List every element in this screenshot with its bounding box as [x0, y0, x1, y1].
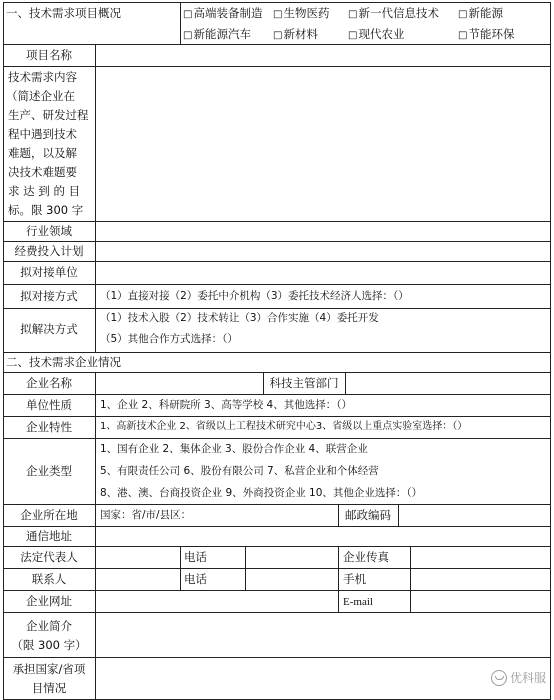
company-type-options[interactable]: 5、有限责任公司 6、股份有限公司 7、私营企业和个体经营 — [100, 465, 379, 477]
input-industry[interactable] — [96, 222, 550, 241]
row-line — [3, 352, 551, 353]
location-value[interactable]: 国家：省/市/县区： — [100, 509, 192, 521]
solve-method-options-other[interactable]: （5）其他合作方式选择：（） — [100, 333, 238, 345]
input-legal-rep[interactable] — [96, 547, 180, 568]
row-line — [3, 438, 551, 439]
cell-divider — [338, 546, 339, 612]
row-line — [3, 416, 551, 417]
table-border-right — [550, 2, 551, 700]
checkbox-icon[interactable]: □ — [273, 9, 283, 20]
option-biomedicine[interactable]: □生物医药 — [273, 6, 330, 20]
input-tech-content[interactable] — [96, 67, 550, 221]
label-project-name: 项目名称 — [26, 48, 72, 62]
label-industry: 行业领域 — [26, 224, 72, 238]
checkbox-icon[interactable]: □ — [183, 9, 193, 20]
label-mobile: 手机 — [343, 572, 366, 586]
checkbox-icon[interactable]: □ — [458, 30, 468, 41]
label-content-line: 生产、研发过程 — [8, 108, 89, 122]
input-target-unit[interactable] — [96, 262, 550, 284]
watermark: 优科服 — [491, 669, 546, 686]
label-content-line: 难题，以及解 — [8, 146, 77, 160]
unit-nature-options[interactable]: 1、企业 2、科研院所 3、高等学校 4、其他选择：（） — [100, 399, 352, 411]
label-contact: 联系人 — [31, 572, 67, 586]
option-high-end-equipment[interactable]: □高端装备制造 — [183, 6, 263, 20]
label-content-line: 决技术难题要 — [8, 165, 77, 179]
label-company-name: 企业名称 — [26, 376, 72, 390]
label-intro: 企业简介 — [26, 619, 72, 633]
label-phone: 电话 — [184, 550, 207, 564]
label-unit-nature: 单位性质 — [26, 398, 72, 412]
input-email[interactable] — [411, 591, 550, 612]
dock-method-options[interactable]: （1）直接对接（2）委托中介机构（3）委托技术经济人选择：（） — [100, 290, 409, 302]
input-address[interactable] — [96, 527, 550, 546]
input-phone[interactable] — [246, 547, 338, 568]
checkbox-icon[interactable]: □ — [348, 30, 358, 41]
label-company-type: 企业类型 — [26, 464, 72, 478]
company-feature-options[interactable]: 1、高新技术企业 2、省级以上工程技术研究中心3、省级以上重点实验室选择：（） — [100, 421, 468, 432]
row-line — [3, 284, 551, 285]
row-line — [3, 394, 551, 395]
label-location: 企业所在地 — [20, 508, 78, 522]
section1-title: 一、技术需求项目概况 — [6, 6, 121, 20]
label-phone2: 电话 — [184, 572, 207, 586]
label-projects: 承担国家/省项 — [12, 662, 86, 676]
label-content-line: 标。限 300 字 — [8, 203, 84, 217]
label-website: 企业网址 — [26, 594, 72, 608]
input-project-name[interactable] — [96, 45, 550, 66]
checkbox-icon[interactable]: □ — [273, 30, 283, 41]
label-content-line: 技术需求内容 — [8, 70, 77, 84]
row-line — [3, 308, 551, 309]
input-projects[interactable] — [96, 658, 550, 699]
label-solve-method: 拟解决方式 — [20, 322, 78, 336]
option-energy-saving[interactable]: □节能环保 — [458, 27, 515, 41]
input-intro[interactable] — [96, 613, 550, 657]
solve-method-options[interactable]: （1）技术入股（2）技术转让（3）合作实施（4）委托开发 — [100, 312, 379, 324]
label-content-line: 程中遇到技术 — [8, 127, 77, 141]
input-postcode[interactable] — [399, 505, 550, 526]
input-mobile[interactable] — [411, 569, 550, 590]
input-tech-dept[interactable] — [346, 373, 550, 394]
label-legal-rep: 法定代表人 — [20, 550, 78, 564]
option-next-gen-it[interactable]: □新一代信息技术 — [348, 6, 439, 20]
input-website[interactable] — [96, 591, 338, 612]
option-new-energy[interactable]: □新能源 — [458, 6, 503, 20]
checkbox-icon[interactable]: □ — [348, 9, 358, 20]
company-type-options[interactable]: 8、港、澳、台商投资企业 9、外商投资企业 10、其他企业选择：（） — [100, 487, 423, 499]
input-fax[interactable] — [411, 547, 550, 568]
option-modern-agriculture[interactable]: □现代农业 — [348, 27, 405, 41]
option-new-materials[interactable]: □新材料 — [273, 27, 318, 41]
option-new-energy-vehicle[interactable]: □新能源汽车 — [183, 27, 251, 41]
label-email: E-mail — [343, 596, 373, 608]
input-company-name[interactable] — [96, 373, 263, 394]
input-contact[interactable] — [96, 569, 180, 590]
header-divider — [180, 2, 181, 44]
input-funding[interactable] — [96, 242, 550, 261]
checkbox-icon[interactable]: □ — [183, 30, 193, 41]
label-projects-cont: 目情况 — [31, 681, 67, 695]
company-type-options[interactable]: 1、国有企业 2、集体企业 3、股份合作企业 4、联营企业 — [100, 443, 368, 455]
row-line — [3, 2, 551, 3]
input-phone2[interactable] — [246, 569, 338, 590]
logo-icon — [491, 670, 507, 686]
section2-title: 二、技术需求企业情况 — [6, 355, 121, 369]
label-address: 通信地址 — [26, 529, 72, 543]
label-postcode: 邮政编码 — [345, 508, 391, 522]
label-funding: 经费投入计划 — [14, 244, 84, 258]
label-content-line: 求 达 到 的 目 — [8, 184, 81, 198]
label-intro-limit: （限 300 字） — [11, 638, 87, 652]
label-company-feature: 企业特性 — [26, 420, 72, 434]
label-target-unit: 拟对接单位 — [20, 265, 78, 279]
label-fax: 企业传真 — [343, 550, 389, 564]
checkbox-icon[interactable]: □ — [458, 9, 468, 20]
label-content-line: （简述企业在 — [6, 89, 75, 103]
label-dock-method: 拟对接方式 — [20, 289, 78, 303]
label-tech-dept: 科技主管部门 — [269, 376, 339, 390]
